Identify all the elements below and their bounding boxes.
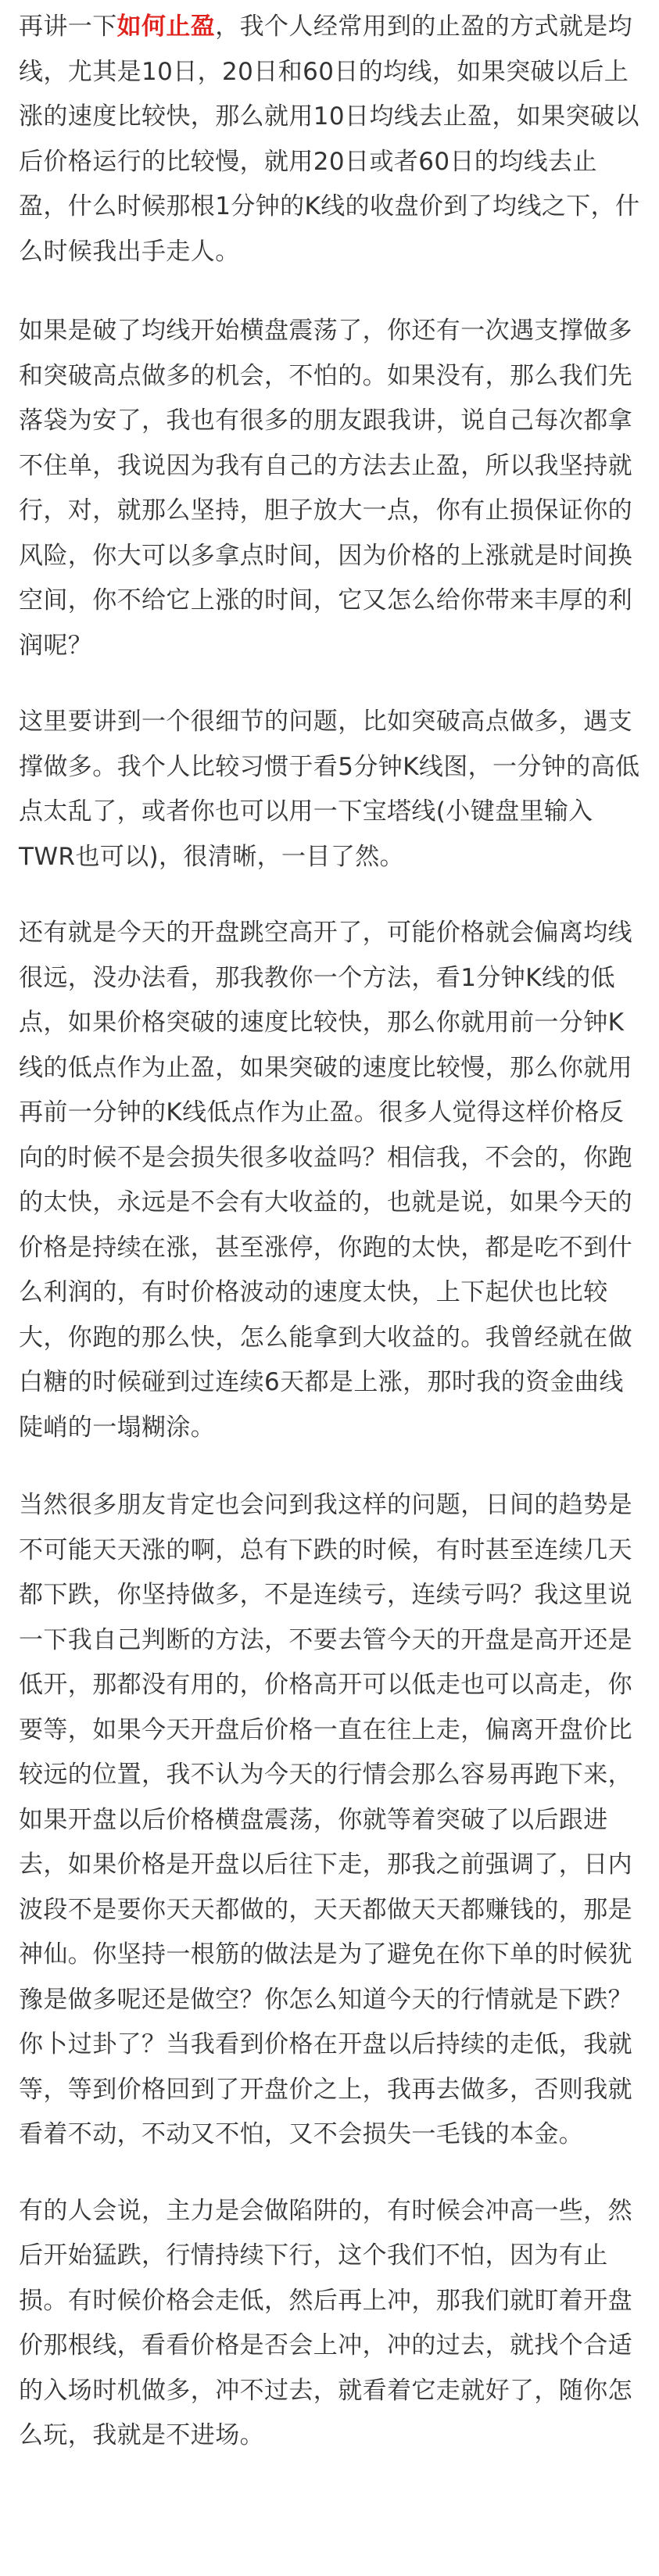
paragraph-spacer bbox=[19, 2158, 640, 2189]
paragraph-gap-open: 还有就是今天的开盘跳空高开了，可能价格就会偏离均线很远，没办法看，那我教你一个方法，看1分钟K线的低点，如果价格突破的速度比较快，那么你就用前一分钟K线的低点作为止盈，如果突破的速度比较慢，那么你就用再前一分钟的K线低点作为止盈。很多人觉得这样价格反向的时候不是会损失很多收益吗？相信我，不会的，你跑的太快，永远是不会有大收益的，也就是说，如果今天的价格是持续在涨，甚至涨停，你跑的太快，都是吃不到什么利润的，有时价格波动的速度太快，上下起伏也比较大，你跑的那么快，怎么能拿到大收益的。我曾经就在做白糖的时候碰到过连续6天都是上涨，那时我的资金曲线陡峭的一塌糊涂。 bbox=[19, 919, 632, 1442]
paragraph-traps: 有的人会说，主力是会做陷阱的，有时候会冲高一些，然后开始猛跌，行情持续下行，这个我们不怕，因为有止损。有时候价格会走低，然后再上冲，那我们就盯着开盘价那根线，看看价格是否会上冲，冲的过去，就找个合适的入场时机做多，冲不过去，就看着它走就好了，随你怎么玩，我就是不进场。 bbox=[19, 2196, 632, 2449]
paragraph-consolidation: 如果是破了均线开始横盘震荡了，你还有一次遇支撑做多和突破高点做多的机会，不怕的。如果没有，那么我们先落袋为安了，我也有很多的朋友跟我讲，说自己每次都拿不住单，我说因为我有自己的方法去止盈，所以我坚持就行，对，就那么坚持，胆子放大一点，你有止损保证你的风险，你大可以多拿点时间，因为价格的上涨就是时间换空间，你不给它上涨的时间，它又怎么给你带来丰厚的利润呢？ bbox=[19, 317, 632, 660]
highlight-how-to-take-profit: 如何止盈 bbox=[116, 13, 216, 41]
paragraph-take-profit bbox=[19, 5, 640, 274]
paragraph-spacer bbox=[19, 1450, 640, 1483]
paragraph-spacer bbox=[19, 880, 640, 911]
paragraph-1-body: ，我个人经常用到的止盈的方式就是均线，尤其是10日，20日和60日的均线，如果突破以后上涨的速度比较快，那么就用10日均线去止盈，如果突破以后价格运行的比较慢，就用20日或者60日的均线去止盈，什么时候那根1分钟的K线的收盘价到了均线之下，什么时候我出手走人。 bbox=[19, 13, 640, 266]
paragraph-details: 这里要讲到一个很细节的问题，比如突破高点做多，遇支撑做多。我个人比较习惯于看5分钟K线图，一分钟的高低点太乱了，或者你也可以用一下宝塔线(小键盘里输入TWR也可以)，很清晰，一目了然。 bbox=[19, 708, 640, 871]
paragraph-1-lead: 再讲一下 bbox=[19, 13, 117, 41]
paragraph-spacer bbox=[19, 668, 640, 700]
paragraph-spacer bbox=[19, 274, 640, 309]
paragraph-daily-trend: 当然很多朋友肯定也会问到我这样的问题，日间的趋势是不可能天天涨的啊，总有下跌的时候，有时甚至连续几天都下跌，你坚持做多，不是连续亏，连续亏吗？我这里说一下我自己判断的方法，不要去管今天的开盘是高开还是低开，那都没有用的，价格高开可以低走也可以高走，你要等，如果今天开盘后价格一直在往上走，偏离开盘价比较远的位置，我不认为今天的行情会那么容易再跑下来，如果开盘以后价格横盘震荡，你就等着突破了以后跟进去，如果价格是开盘以后往下走，那我之前强调了，日内波段不是要你天天都做的，天天都做天天都赚钱的，那是神仙。你坚持一根筋的做法是为了避免在你下单的时候犹豫是做多呢还是做空？你怎么知道今天的行情就是下跌？你卜过卦了？当我看到价格在开盘以后持续的走低，我就等，等到价格回到了开盘价之上，我再去做多，否则我就看着不动，不动又不怕，又不会损失一毛钱的本金。 bbox=[19, 1491, 632, 2148]
